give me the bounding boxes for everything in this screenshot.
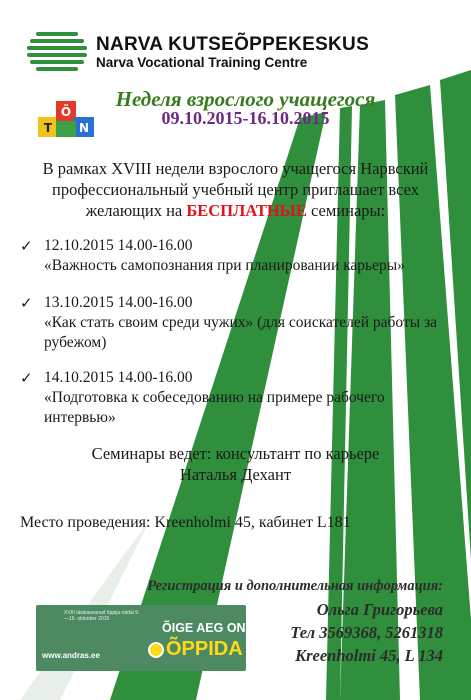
registration-name: Ольга Григорьева <box>316 600 443 619</box>
event-title: Неделя взрослого учащегося <box>115 87 376 111</box>
seminar-topic: «Как стать своим среди чужих» (для соискателей работы за рубежом) <box>44 314 438 351</box>
banner-slogan-1: ÕIGE AEG ON <box>162 621 246 635</box>
seminar-datetime: 13.10.2015 14.00-16.00 <box>44 294 193 311</box>
intro-paragraph <box>22 158 449 221</box>
seminar-item-1 <box>20 236 454 276</box>
seminar-datetime: 12.10.2015 14.00-16.00 <box>44 237 193 254</box>
intro-text-1: В рамках XVIII недели взрослого учащегося Нарвский профессиональный учебный центр приглашает всех желающих на <box>42 159 429 220</box>
check-icon: ✓ <box>20 237 33 255</box>
seminar-datetime: 14.10.2015 14.00-16.00 <box>44 369 193 386</box>
venue-label: Место проведения: <box>20 514 155 531</box>
lead-line-1: Семинары ведет: консультант по карьере <box>91 444 380 463</box>
ton-letter-o: Õ <box>60 105 72 119</box>
registration-phones: Тел 3569368, 5261318 <box>290 623 443 642</box>
ton-letter-t: T <box>43 121 53 135</box>
seminar-item-2 <box>20 293 454 353</box>
intro-free-word: БЕСПЛАТНЫЕ <box>186 201 307 220</box>
venue <box>20 514 351 532</box>
banner-site-link[interactable]: www.andras.ee <box>42 651 100 660</box>
registration-heading: Регистрация и дополнительная информация: <box>147 578 443 594</box>
venue-value: Kreenholmi 45, кабинет L181 <box>154 514 351 531</box>
org-subtitle: Narva Vocational Training Centre <box>96 55 308 70</box>
registration-address: Kreenholmi 45, L 134 <box>295 646 443 665</box>
lead-line-2: Наталья Дехант <box>179 465 292 484</box>
banner-slogan-2: ÕPPIDA <box>166 638 243 660</box>
narva-logo-icon <box>26 30 88 74</box>
ton-letter-n: N <box>78 121 90 135</box>
intro-text-2: семинары: <box>306 201 386 220</box>
check-icon: ✓ <box>20 294 33 312</box>
org-name: NARVA KUTSEÕPPEKESKUS <box>96 34 370 55</box>
seminar-item-3 <box>20 368 454 428</box>
seminar-topic: «Подготовка к собеседованию на примере рабочего интервью» <box>44 389 385 426</box>
check-icon: ✓ <box>20 369 33 387</box>
banner-small-text: XVIII täiskasvanud õppija nädal 9.—16. oktoober 2015 <box>64 610 140 622</box>
seminar-lead <box>0 443 471 485</box>
andras-banner[interactable] <box>36 605 246 671</box>
event-dates: 09.10.2015-16.10.2015 <box>161 108 330 128</box>
clock-icon <box>148 642 164 658</box>
seminar-topic: «Важность самопознания при планировании карьеры» <box>44 257 405 274</box>
